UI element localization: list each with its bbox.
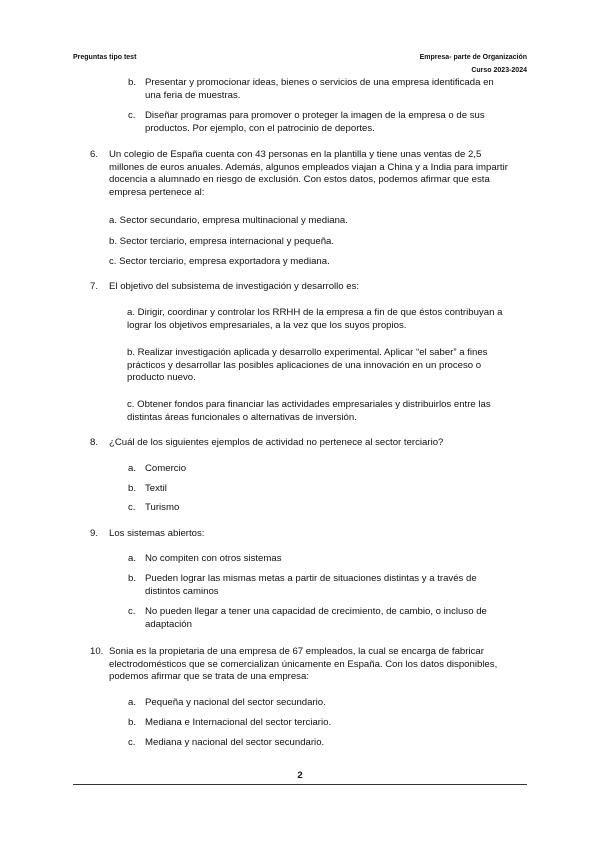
question-text: Sonia es la propietaria de una empresa de 67 empleados, la cual se encarga de fabricar electrodomésticos que se comercializan únicamente en España. Con los datos disponibles, podemos afirmar que se trata de una empresa:: [109, 646, 498, 682]
header-right-title: Empresa- parte de Organización: [419, 54, 527, 61]
header-left: Preguntas tipo test: [73, 54, 137, 61]
option-text: Textil: [145, 483, 167, 494]
option-text: Pueden lograr las mismas metas a partir de situaciones distintas y a través de distintos caminos: [145, 573, 477, 597]
option-text: c. Obtener fondos para financiar las actividades empresariales y distribuirlos entre las distintas áreas funcionales o alternativas de inversión.: [127, 399, 491, 423]
option-letter: a.: [128, 697, 137, 708]
question-text: ¿Cuál de los siguientes ejemplos de actividad no pertenece al sector terciario?: [109, 437, 444, 448]
option-text: Turismo: [145, 502, 180, 513]
header-course: Curso 2023-2024: [471, 67, 527, 74]
option-text: a. Dirigir, coordinar y controlar los RRHH de la empresa a fin de que éstos contribuyan a lograr los objetivos empresariales, a la vez que los suyos propios.: [127, 307, 503, 331]
question-number: 7.: [90, 281, 99, 292]
option-letter: b.: [128, 77, 137, 88]
question-number: 9.: [90, 528, 99, 539]
option-letter: c.: [128, 110, 136, 121]
option-letter: a.: [128, 463, 137, 474]
option-text: No pueden llegar a tener una capacidad de crecimiento, de cambio, o incluso de adaptación: [145, 606, 487, 630]
option-text: b. Sector terciario, empresa internacional y pequeña.: [109, 236, 335, 247]
option-text: Presentar y promocionar ideas, bienes o servicios de una empresa identificada en una feria de muestras.: [145, 77, 494, 101]
question-text: El objetivo del subsistema de investigación y desarrollo es:: [109, 281, 360, 292]
option-text: Comercio: [145, 463, 187, 474]
option-text: b. Realizar investigación aplicada y desarrollo experimental. Aplicar “el saber” a fines prácticos y desarrollar las posibles aplicaciones de una innovación en un proceso o producto nuevo.: [127, 347, 488, 383]
option-letter: c.: [128, 606, 136, 617]
question-number: 6.: [90, 149, 99, 160]
option-letter: b.: [128, 573, 137, 584]
option-letter: b.: [128, 717, 137, 728]
page-number: 2: [297, 770, 303, 781]
option-text: Pequeña y nacional del sector secundario.: [145, 697, 326, 708]
option-text: a. Sector secundario, empresa multinacional y mediana.: [109, 215, 348, 226]
option-letter: b.: [128, 483, 137, 494]
option-text: Mediana e Internacional del sector terciario.: [145, 717, 332, 728]
option-letter: c.: [128, 737, 136, 748]
question-number: 10.: [90, 646, 104, 657]
question-text: Un colegio de España cuenta con 43 personas en la plantilla y tiene unas ventas de 2,5 millones de euros anuales. Además, algunos empleados viajan a China y a India para impartir docencia a alumnado en riesgo de exclusión. Con estos datos, podemos afirmar que esta empresa pertenece al:: [109, 149, 508, 198]
option-letter: c.: [128, 502, 136, 513]
question-number: 8.: [90, 437, 99, 448]
option-text: No compiten con otros sistemas: [145, 553, 282, 564]
footer-divider: [73, 784, 527, 785]
question-text: Los sistemas abiertos:: [109, 528, 205, 539]
option-letter: a.: [128, 553, 137, 564]
option-text: c. Sector terciario, empresa exportadora y mediana.: [109, 256, 330, 267]
option-text: Mediana y nacional del sector secundario.: [145, 737, 325, 748]
option-text: Diseñar programas para promover o proteger la imagen de la empresa o de sus productos. Por ejemplo, con el patrocinio de deportes.: [145, 110, 485, 134]
